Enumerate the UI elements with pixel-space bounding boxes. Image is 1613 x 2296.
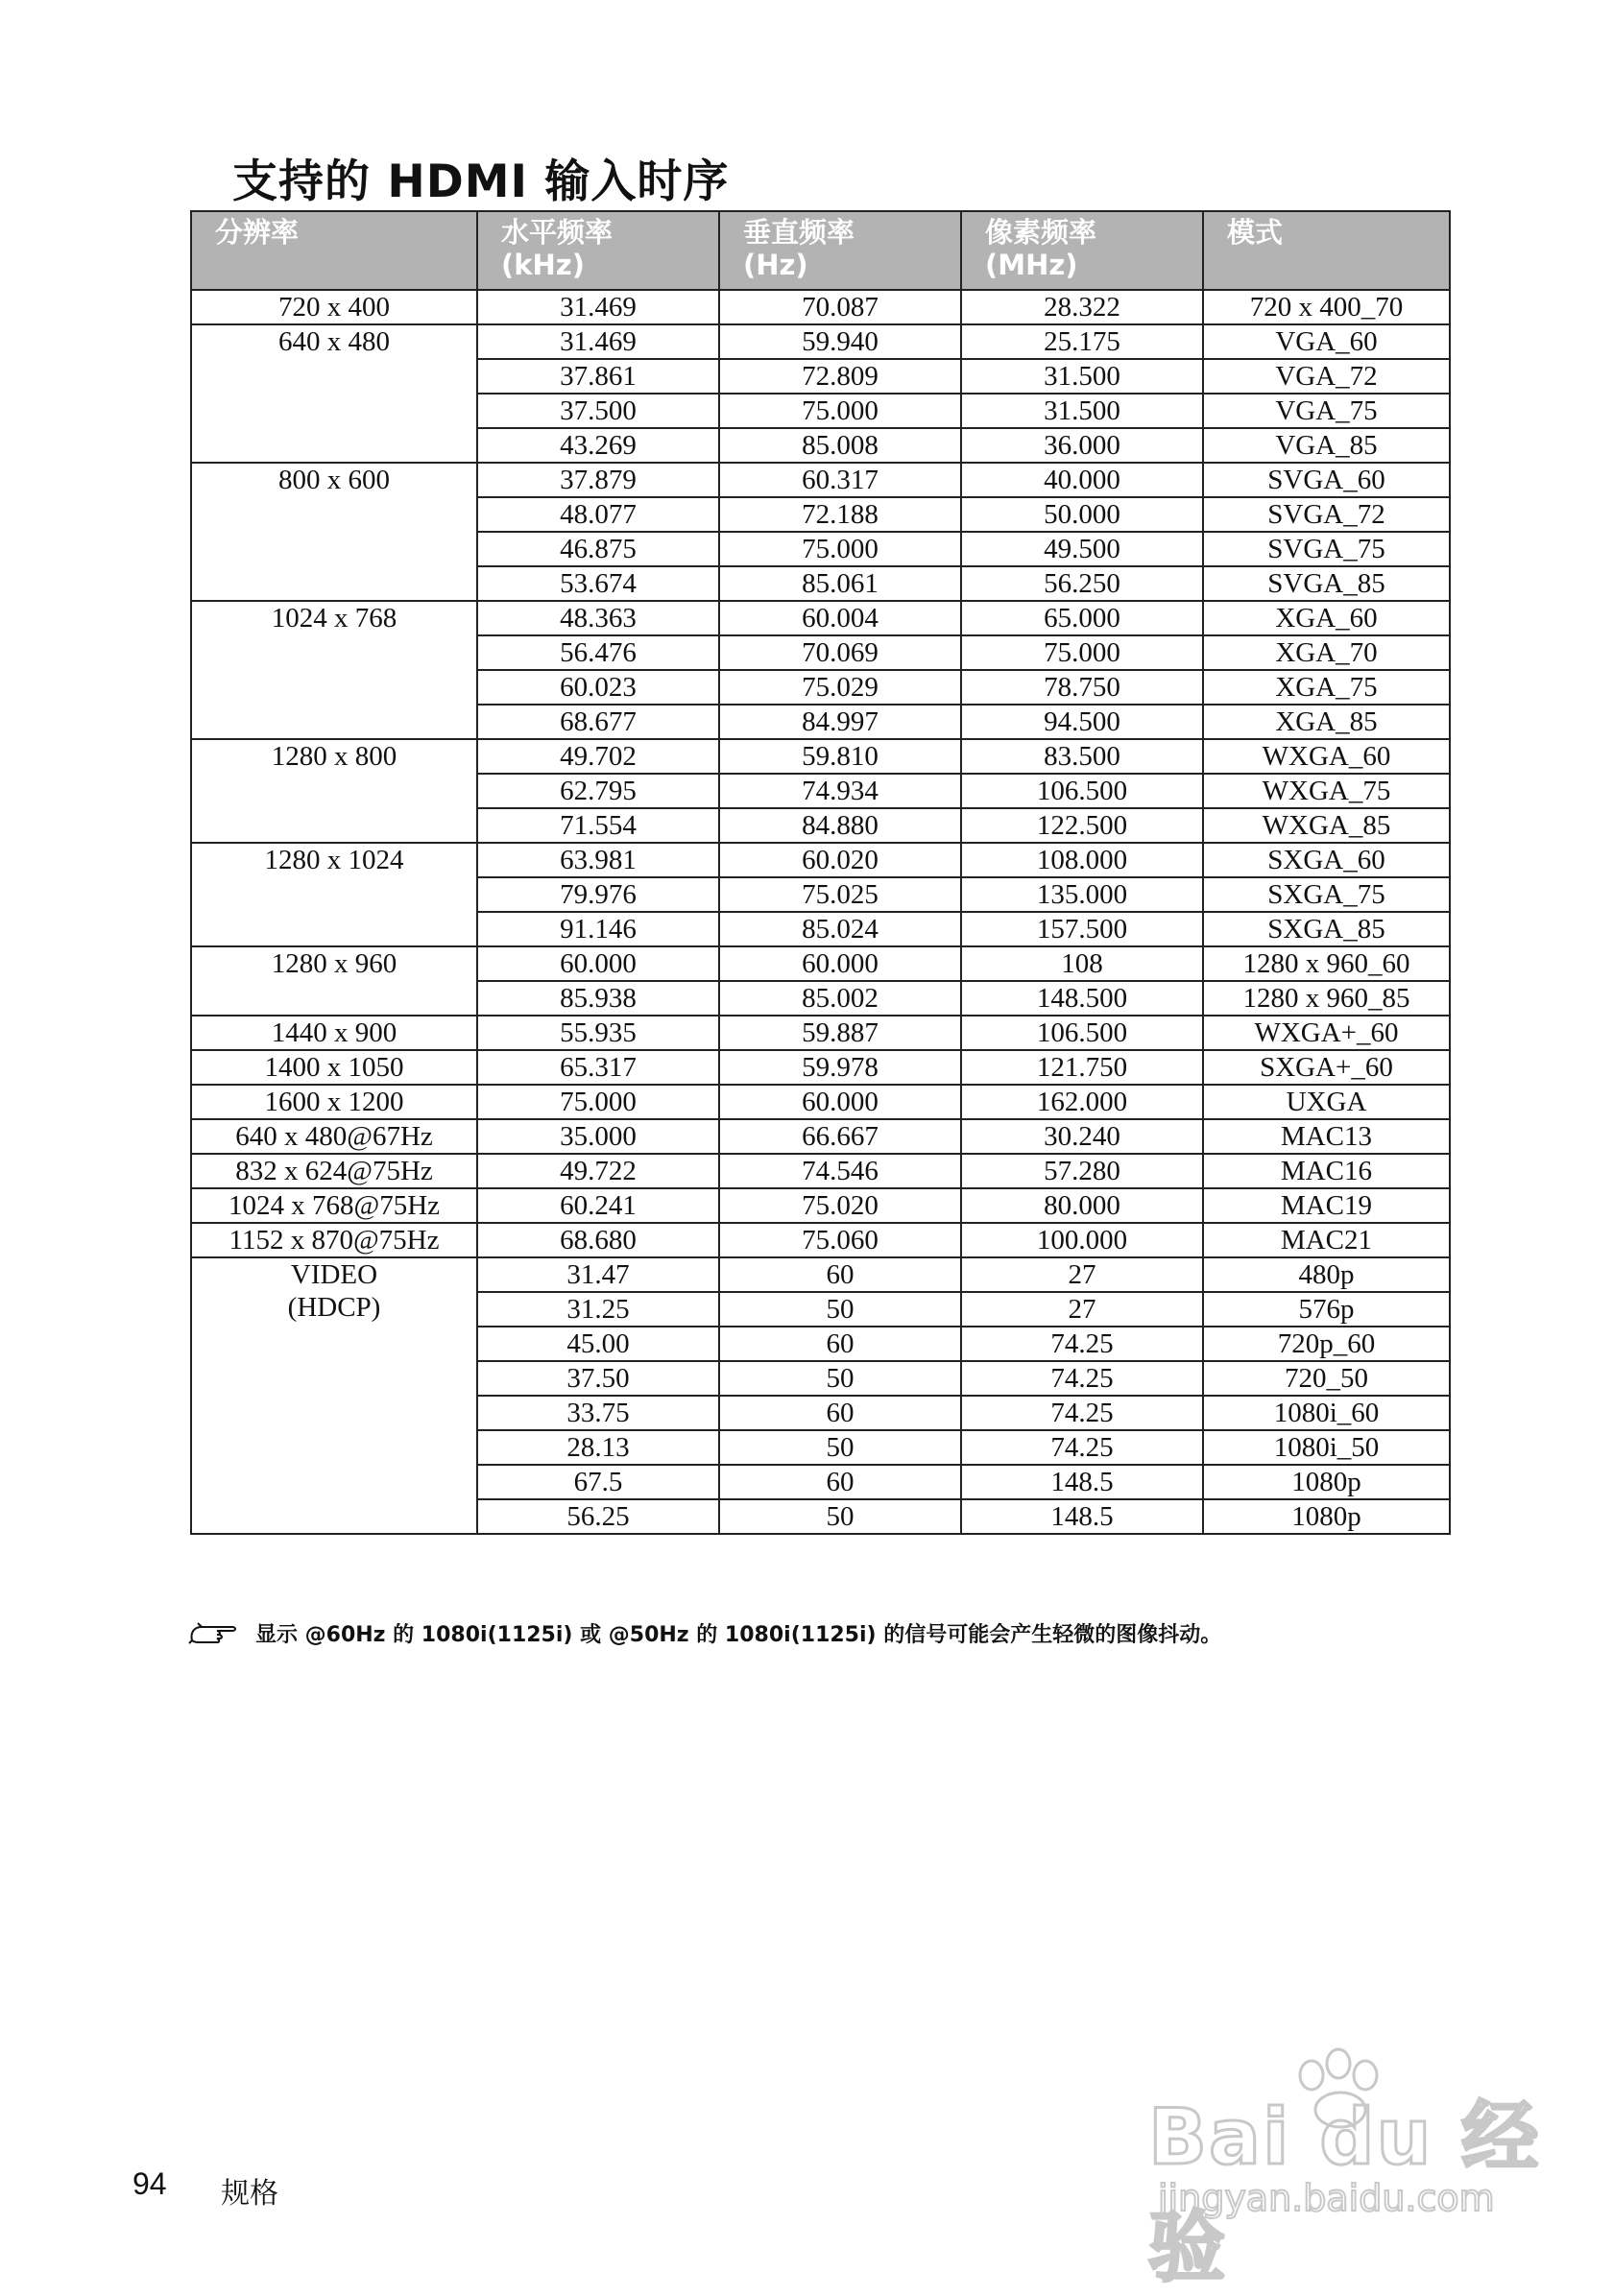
vertical-frequency-cell: 85.024 (719, 912, 961, 946)
page-title: 支持的 HDMI 输入时序 (232, 155, 730, 208)
page-number: 94 (132, 2166, 167, 2201)
mode-cell: 1080i_50 (1203, 1430, 1450, 1465)
header-vertical-frequency: 垂直频率 (Hz) (719, 211, 961, 290)
vertical-frequency-cell: 59.887 (719, 1016, 961, 1050)
vertical-frequency-cell: 60 (719, 1257, 961, 1292)
resolution-cell: 640 x 480@67Hz (191, 1119, 477, 1154)
mode-cell: 720p_60 (1203, 1327, 1450, 1361)
vertical-frequency-cell: 72.809 (719, 359, 961, 394)
header-resolution: 分辨率 (191, 211, 477, 290)
mode-cell: XGA_75 (1203, 670, 1450, 705)
vertical-frequency-cell: 50 (719, 1430, 961, 1465)
horizontal-frequency-cell: 62.795 (477, 774, 719, 808)
resolution-cell: 1280 x 960 (191, 946, 477, 1016)
pixel-frequency-cell: 83.500 (961, 739, 1203, 774)
vertical-frequency-cell: 50 (719, 1361, 961, 1396)
mode-cell: MAC19 (1203, 1188, 1450, 1223)
resolution-cell: 1024 x 768@75Hz (191, 1188, 477, 1223)
table-row (191, 601, 1450, 635)
horizontal-frequency-cell: 60.000 (477, 946, 719, 981)
mode-cell: SVGA_85 (1203, 566, 1450, 601)
horizontal-frequency-cell: 31.469 (477, 324, 719, 359)
pixel-frequency-cell: 94.500 (961, 705, 1203, 739)
mode-cell: 720 x 400_70 (1203, 290, 1450, 324)
table-row (191, 463, 1450, 497)
pixel-frequency-cell: 121.750 (961, 1050, 1203, 1085)
table-row (191, 946, 1450, 981)
pixel-frequency-cell: 27 (961, 1292, 1203, 1327)
vertical-frequency-cell: 84.997 (719, 705, 961, 739)
table-row (191, 739, 1450, 774)
table-row (191, 1257, 1450, 1292)
pixel-frequency-cell: 57.280 (961, 1154, 1203, 1188)
pixel-frequency-cell: 40.000 (961, 463, 1203, 497)
horizontal-frequency-cell: 31.25 (477, 1292, 719, 1327)
horizontal-frequency-cell: 60.241 (477, 1188, 719, 1223)
vertical-frequency-cell: 50 (719, 1292, 961, 1327)
pixel-frequency-cell: 108 (961, 946, 1203, 981)
mode-cell: SXGA_75 (1203, 877, 1450, 912)
mode-cell: 720_50 (1203, 1361, 1450, 1396)
horizontal-frequency-cell: 37.861 (477, 359, 719, 394)
mode-cell: 1080p (1203, 1499, 1450, 1534)
pixel-frequency-cell: 49.500 (961, 532, 1203, 566)
mode-cell: WXGA_60 (1203, 739, 1450, 774)
hdmi-timing-table (190, 210, 1451, 1535)
resolution-cell: 1152 x 870@75Hz (191, 1223, 477, 1257)
table-header-row (191, 211, 1450, 290)
mode-cell: SVGA_75 (1203, 532, 1450, 566)
horizontal-frequency-cell: 60.023 (477, 670, 719, 705)
vertical-frequency-cell: 75.060 (719, 1223, 961, 1257)
horizontal-frequency-cell: 45.00 (477, 1327, 719, 1361)
table-row (191, 1188, 1450, 1223)
table-body (191, 290, 1450, 1534)
pixel-frequency-cell: 36.000 (961, 428, 1203, 463)
resolution-cell: 1280 x 800 (191, 739, 477, 843)
resolution-cell: 720 x 400 (191, 290, 477, 324)
vertical-frequency-cell: 84.880 (719, 808, 961, 843)
resolution-cell: 640 x 480 (191, 324, 477, 463)
pixel-frequency-cell: 74.25 (961, 1430, 1203, 1465)
vertical-frequency-cell: 59.940 (719, 324, 961, 359)
table-row (191, 1016, 1450, 1050)
pixel-frequency-cell: 135.000 (961, 877, 1203, 912)
horizontal-frequency-cell: 68.677 (477, 705, 719, 739)
mode-cell: 1080i_60 (1203, 1396, 1450, 1430)
pixel-frequency-cell: 75.000 (961, 635, 1203, 670)
vertical-frequency-cell: 74.546 (719, 1154, 961, 1188)
vertical-frequency-cell: 75.000 (719, 394, 961, 428)
resolution-cell: 1600 x 1200 (191, 1085, 477, 1119)
pixel-frequency-cell: 148.5 (961, 1499, 1203, 1534)
vertical-frequency-cell: 60 (719, 1465, 961, 1499)
horizontal-frequency-cell: 49.702 (477, 739, 719, 774)
horizontal-frequency-cell: 48.363 (477, 601, 719, 635)
mode-cell: XGA_70 (1203, 635, 1450, 670)
pixel-frequency-cell: 106.500 (961, 774, 1203, 808)
horizontal-frequency-cell: 37.879 (477, 463, 719, 497)
horizontal-frequency-cell: 28.13 (477, 1430, 719, 1465)
pixel-frequency-cell: 25.175 (961, 324, 1203, 359)
horizontal-frequency-cell: 91.146 (477, 912, 719, 946)
pixel-frequency-cell: 27 (961, 1257, 1203, 1292)
mode-cell: SXGA_60 (1203, 843, 1450, 877)
section-name: 规格 (221, 2177, 278, 2211)
vertical-frequency-cell: 60.000 (719, 946, 961, 981)
vertical-frequency-cell: 75.000 (719, 532, 961, 566)
vertical-frequency-cell: 59.978 (719, 1050, 961, 1085)
pixel-frequency-cell: 74.25 (961, 1327, 1203, 1361)
resolution-cell: 832 x 624@75Hz (191, 1154, 477, 1188)
vertical-frequency-cell: 75.020 (719, 1188, 961, 1223)
mode-cell: VGA_72 (1203, 359, 1450, 394)
vertical-frequency-cell: 75.025 (719, 877, 961, 912)
pixel-frequency-cell: 162.000 (961, 1085, 1203, 1119)
pixel-frequency-cell: 56.250 (961, 566, 1203, 601)
vertical-frequency-cell: 60 (719, 1396, 961, 1430)
pixel-frequency-cell: 65.000 (961, 601, 1203, 635)
mode-cell: XGA_60 (1203, 601, 1450, 635)
table-row (191, 1223, 1450, 1257)
header-horizontal-frequency: 水平频率 (kHz) (477, 211, 719, 290)
horizontal-frequency-cell: 37.500 (477, 394, 719, 428)
mode-cell: 576p (1203, 1292, 1450, 1327)
horizontal-frequency-cell: 48.077 (477, 497, 719, 532)
horizontal-frequency-cell: 55.935 (477, 1016, 719, 1050)
vertical-frequency-cell: 60.317 (719, 463, 961, 497)
horizontal-frequency-cell: 63.981 (477, 843, 719, 877)
mode-cell: MAC16 (1203, 1154, 1450, 1188)
pixel-frequency-cell: 148.500 (961, 981, 1203, 1016)
mode-cell: VGA_60 (1203, 324, 1450, 359)
vertical-frequency-cell: 60 (719, 1327, 961, 1361)
horizontal-frequency-cell: 37.50 (477, 1361, 719, 1396)
pixel-frequency-cell: 31.500 (961, 359, 1203, 394)
mode-cell: VGA_75 (1203, 394, 1450, 428)
mode-cell: 480p (1203, 1257, 1450, 1292)
horizontal-frequency-cell: 75.000 (477, 1085, 719, 1119)
horizontal-frequency-cell: 65.317 (477, 1050, 719, 1085)
vertical-frequency-cell: 75.029 (719, 670, 961, 705)
mode-cell: MAC21 (1203, 1223, 1450, 1257)
vertical-frequency-cell: 59.810 (719, 739, 961, 774)
horizontal-frequency-cell: 79.976 (477, 877, 719, 912)
vertical-frequency-cell: 85.002 (719, 981, 961, 1016)
mode-cell: WXGA+_60 (1203, 1016, 1450, 1050)
mode-cell: MAC13 (1203, 1119, 1450, 1154)
table-row (191, 1050, 1450, 1085)
pixel-frequency-cell: 80.000 (961, 1188, 1203, 1223)
horizontal-frequency-cell: 56.476 (477, 635, 719, 670)
vertical-frequency-cell: 74.934 (719, 774, 961, 808)
header-mode: 模式 (1203, 211, 1450, 290)
pointing-hand-icon (188, 1619, 248, 1648)
horizontal-frequency-cell: 31.47 (477, 1257, 719, 1292)
vertical-frequency-cell: 70.087 (719, 290, 961, 324)
vertical-frequency-cell: 85.008 (719, 428, 961, 463)
resolution-cell: VIDEO (HDCP) (191, 1257, 477, 1534)
mode-cell: SVGA_72 (1203, 497, 1450, 532)
horizontal-frequency-cell: 53.674 (477, 566, 719, 601)
mode-cell: XGA_85 (1203, 705, 1450, 739)
resolution-cell: 1400 x 1050 (191, 1050, 477, 1085)
pixel-frequency-cell: 100.000 (961, 1223, 1203, 1257)
mode-cell: WXGA_85 (1203, 808, 1450, 843)
note (188, 1618, 1221, 1648)
horizontal-frequency-cell: 43.269 (477, 428, 719, 463)
table-row (191, 843, 1450, 877)
vertical-frequency-cell: 66.667 (719, 1119, 961, 1154)
horizontal-frequency-cell: 85.938 (477, 981, 719, 1016)
pixel-frequency-cell: 30.240 (961, 1119, 1203, 1154)
mode-cell: SXGA+_60 (1203, 1050, 1450, 1085)
horizontal-frequency-cell: 71.554 (477, 808, 719, 843)
resolution-cell: 1280 x 1024 (191, 843, 477, 946)
mode-cell: SVGA_60 (1203, 463, 1450, 497)
resolution-cell: 1024 x 768 (191, 601, 477, 739)
resolution-cell: 1440 x 900 (191, 1016, 477, 1050)
watermark (1148, 2046, 1552, 2292)
note-text: 显示 @60Hz 的 1080i(1125i) 或 @50Hz 的 1080i(1125i) 的信号可能会产生轻微的图像抖动。 (255, 1623, 1222, 1647)
mode-cell: VGA_85 (1203, 428, 1450, 463)
vertical-frequency-cell: 60.004 (719, 601, 961, 635)
resolution-cell: 800 x 600 (191, 463, 477, 601)
table-row (191, 324, 1450, 359)
header-pixel-frequency: 像素频率 (MHz) (961, 211, 1203, 290)
mode-cell: 1280 x 960_85 (1203, 981, 1450, 1016)
mode-cell: WXGA_75 (1203, 774, 1450, 808)
vertical-frequency-cell: 60.020 (719, 843, 961, 877)
pixel-frequency-cell: 74.25 (961, 1361, 1203, 1396)
horizontal-frequency-cell: 31.469 (477, 290, 719, 324)
horizontal-frequency-cell: 49.722 (477, 1154, 719, 1188)
horizontal-frequency-cell: 33.75 (477, 1396, 719, 1430)
mode-cell: 1280 x 960_60 (1203, 946, 1450, 981)
vertical-frequency-cell: 72.188 (719, 497, 961, 532)
pixel-frequency-cell: 28.322 (961, 290, 1203, 324)
pixel-frequency-cell: 108.000 (961, 843, 1203, 877)
vertical-frequency-cell: 85.061 (719, 566, 961, 601)
horizontal-frequency-cell: 67.5 (477, 1465, 719, 1499)
table-row (191, 1119, 1450, 1154)
mode-cell: SXGA_85 (1203, 912, 1450, 946)
horizontal-frequency-cell: 56.25 (477, 1499, 719, 1534)
mode-cell: UXGA (1203, 1085, 1450, 1119)
pixel-frequency-cell: 157.500 (961, 912, 1203, 946)
watermark-url: jingyan.baidu.com (1158, 2177, 1495, 2219)
vertical-frequency-cell: 70.069 (719, 635, 961, 670)
table-row (191, 290, 1450, 324)
vertical-frequency-cell: 60.000 (719, 1085, 961, 1119)
pixel-frequency-cell: 31.500 (961, 394, 1203, 428)
watermark-logo: Bai du 经验 (1148, 2093, 1541, 2292)
table-row (191, 1154, 1450, 1188)
vertical-frequency-cell: 50 (719, 1499, 961, 1534)
pixel-frequency-cell: 122.500 (961, 808, 1203, 843)
horizontal-frequency-cell: 46.875 (477, 532, 719, 566)
pixel-frequency-cell: 78.750 (961, 670, 1203, 705)
pixel-frequency-cell: 74.25 (961, 1396, 1203, 1430)
table-row (191, 1085, 1450, 1119)
pixel-frequency-cell: 50.000 (961, 497, 1203, 532)
horizontal-frequency-cell: 35.000 (477, 1119, 719, 1154)
mode-cell: 1080p (1203, 1465, 1450, 1499)
pixel-frequency-cell: 148.5 (961, 1465, 1203, 1499)
pixel-frequency-cell: 106.500 (961, 1016, 1203, 1050)
horizontal-frequency-cell: 68.680 (477, 1223, 719, 1257)
